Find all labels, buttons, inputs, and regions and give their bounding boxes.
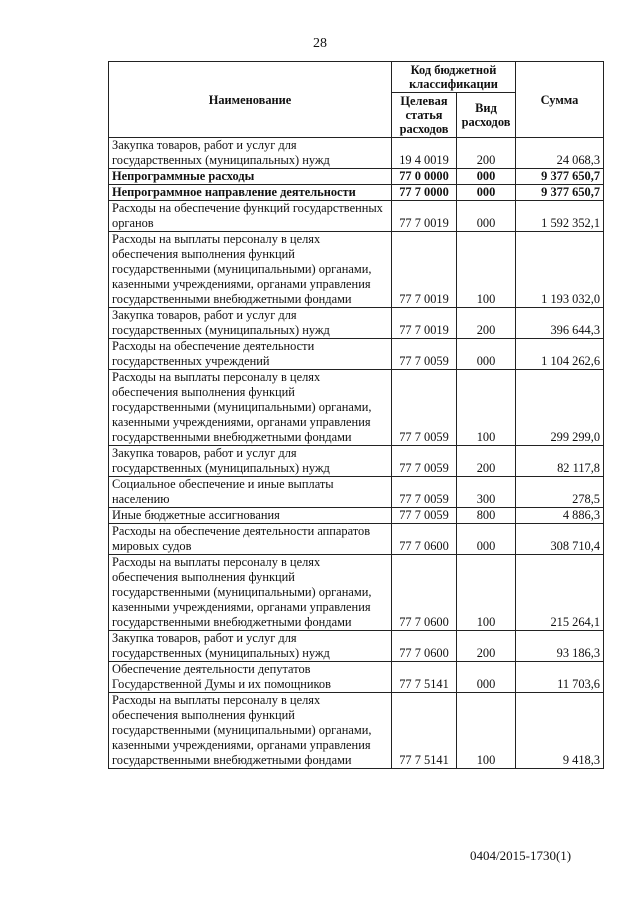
table-row <box>109 169 604 185</box>
row-amount: 93 186,3 <box>516 631 604 662</box>
header-target-article: Целевая статья расходов <box>392 93 457 138</box>
row-target-article: 77 7 0600 <box>392 555 457 631</box>
table-row <box>109 477 604 508</box>
row-expense-type: 000 <box>457 201 516 232</box>
document-code: 0404/2015-1730(1) <box>470 848 572 863</box>
table-row <box>109 631 604 662</box>
header-code-group: Код бюджетной классификации <box>392 62 516 93</box>
row-name: Расходы на выплаты персоналу в целях обеспечения выполнения функций государственными (муниципальными) органами, казенными учреждениями, органами управления государственными внебюджетными фондами <box>109 693 392 769</box>
table-row <box>109 201 604 232</box>
row-expense-type: 200 <box>457 631 516 662</box>
row-expense-type: 000 <box>457 524 516 555</box>
row-target-article: 77 7 0059 <box>392 477 457 508</box>
row-amount: 215 264,1 <box>516 555 604 631</box>
row-amount: 1 104 262,6 <box>516 339 604 370</box>
row-amount: 4 886,3 <box>516 508 604 524</box>
row-expense-type: 100 <box>457 555 516 631</box>
row-amount: 396 644,3 <box>516 308 604 339</box>
row-target-article: 77 7 0000 <box>392 185 457 201</box>
row-name: Закупка товаров, работ и услуг для государственных (муниципальных) нужд <box>109 446 392 477</box>
table-row <box>109 555 604 631</box>
row-amount: 82 117,8 <box>516 446 604 477</box>
row-amount: 278,5 <box>516 477 604 508</box>
row-name: Закупка товаров, работ и услуг для государственных (муниципальных) нужд <box>109 308 392 339</box>
row-name: Расходы на обеспечение деятельности государственных учреждений <box>109 339 392 370</box>
table-row <box>109 232 604 308</box>
table-row <box>109 138 604 169</box>
row-amount: 9 377 650,7 <box>516 185 604 201</box>
row-expense-type: 200 <box>457 308 516 339</box>
row-name: Обеспечение деятельности депутатов Государственной Думы и их помощников <box>109 662 392 693</box>
row-target-article: 77 7 0059 <box>392 339 457 370</box>
table-row <box>109 308 604 339</box>
row-amount: 9 377 650,7 <box>516 169 604 185</box>
row-expense-type: 200 <box>457 446 516 477</box>
header-expense-type: Вид расходов <box>457 93 516 138</box>
row-target-article: 77 7 0059 <box>392 370 457 446</box>
header-amount: Сумма <box>516 62 604 138</box>
row-amount: 9 418,3 <box>516 693 604 769</box>
row-amount: 24 068,3 <box>516 138 604 169</box>
table-row <box>109 185 604 201</box>
row-target-article: 77 7 0600 <box>392 631 457 662</box>
row-target-article: 19 4 0019 <box>392 138 457 169</box>
row-name: Расходы на обеспечение функций государственных органов <box>109 201 392 232</box>
table-row <box>109 662 604 693</box>
row-expense-type: 100 <box>457 232 516 308</box>
row-name: Расходы на выплаты персоналу в целях обеспечения выполнения функций государственными (муниципальными) органами, казенными учреждениями, органами управления государственными внебюджетными фондами <box>109 232 392 308</box>
row-expense-type: 200 <box>457 138 516 169</box>
row-amount: 299 299,0 <box>516 370 604 446</box>
row-name: Закупка товаров, работ и услуг для государственных (муниципальных) нужд <box>109 138 392 169</box>
row-expense-type: 000 <box>457 339 516 370</box>
table-row <box>109 339 604 370</box>
row-target-article: 77 0 0000 <box>392 169 457 185</box>
row-expense-type: 000 <box>457 169 516 185</box>
row-target-article: 77 7 5141 <box>392 693 457 769</box>
row-target-article: 77 7 0059 <box>392 446 457 477</box>
row-name: Непрограммные расходы <box>109 169 392 185</box>
header-name: Наименование <box>109 62 392 138</box>
row-target-article: 77 7 0019 <box>392 308 457 339</box>
row-target-article: 77 7 5141 <box>392 662 457 693</box>
row-name: Непрограммное направление деятельности <box>109 185 392 201</box>
row-expense-type: 000 <box>457 662 516 693</box>
row-target-article: 77 7 0019 <box>392 201 457 232</box>
row-target-article: 77 7 0600 <box>392 524 457 555</box>
row-amount: 1 193 032,0 <box>516 232 604 308</box>
row-name: Расходы на выплаты персоналу в целях обеспечения выполнения функций государственными (муниципальными) органами, казенными учреждениями, органами управления государственными внебюджетными фондами <box>109 555 392 631</box>
table-row <box>109 508 604 524</box>
row-target-article: 77 7 0059 <box>392 508 457 524</box>
row-expense-type: 800 <box>457 508 516 524</box>
table-row <box>109 446 604 477</box>
budget-table <box>108 61 604 769</box>
row-amount: 11 703,6 <box>516 662 604 693</box>
row-name: Расходы на обеспечение деятельности аппаратов мировых судов <box>109 524 392 555</box>
row-amount: 1 592 352,1 <box>516 201 604 232</box>
row-name: Социальное обеспечение и иные выплаты населению <box>109 477 392 508</box>
table-row <box>109 693 604 769</box>
row-name: Закупка товаров, работ и услуг для государственных (муниципальных) нужд <box>109 631 392 662</box>
table-row <box>109 524 604 555</box>
table-header <box>109 62 604 138</box>
table-body <box>109 138 604 769</box>
row-name: Расходы на выплаты персоналу в целях обеспечения выполнения функций государственными (муниципальными) органами, казенными учреждениями, органами управления государственными внебюджетными фондами <box>109 370 392 446</box>
row-target-article: 77 7 0019 <box>392 232 457 308</box>
row-amount: 308 710,4 <box>516 524 604 555</box>
row-expense-type: 100 <box>457 370 516 446</box>
page-number: 28 <box>313 36 327 51</box>
row-expense-type: 000 <box>457 185 516 201</box>
row-expense-type: 300 <box>457 477 516 508</box>
row-name: Иные бюджетные ассигнования <box>109 508 392 524</box>
table-row <box>109 370 604 446</box>
row-expense-type: 100 <box>457 693 516 769</box>
